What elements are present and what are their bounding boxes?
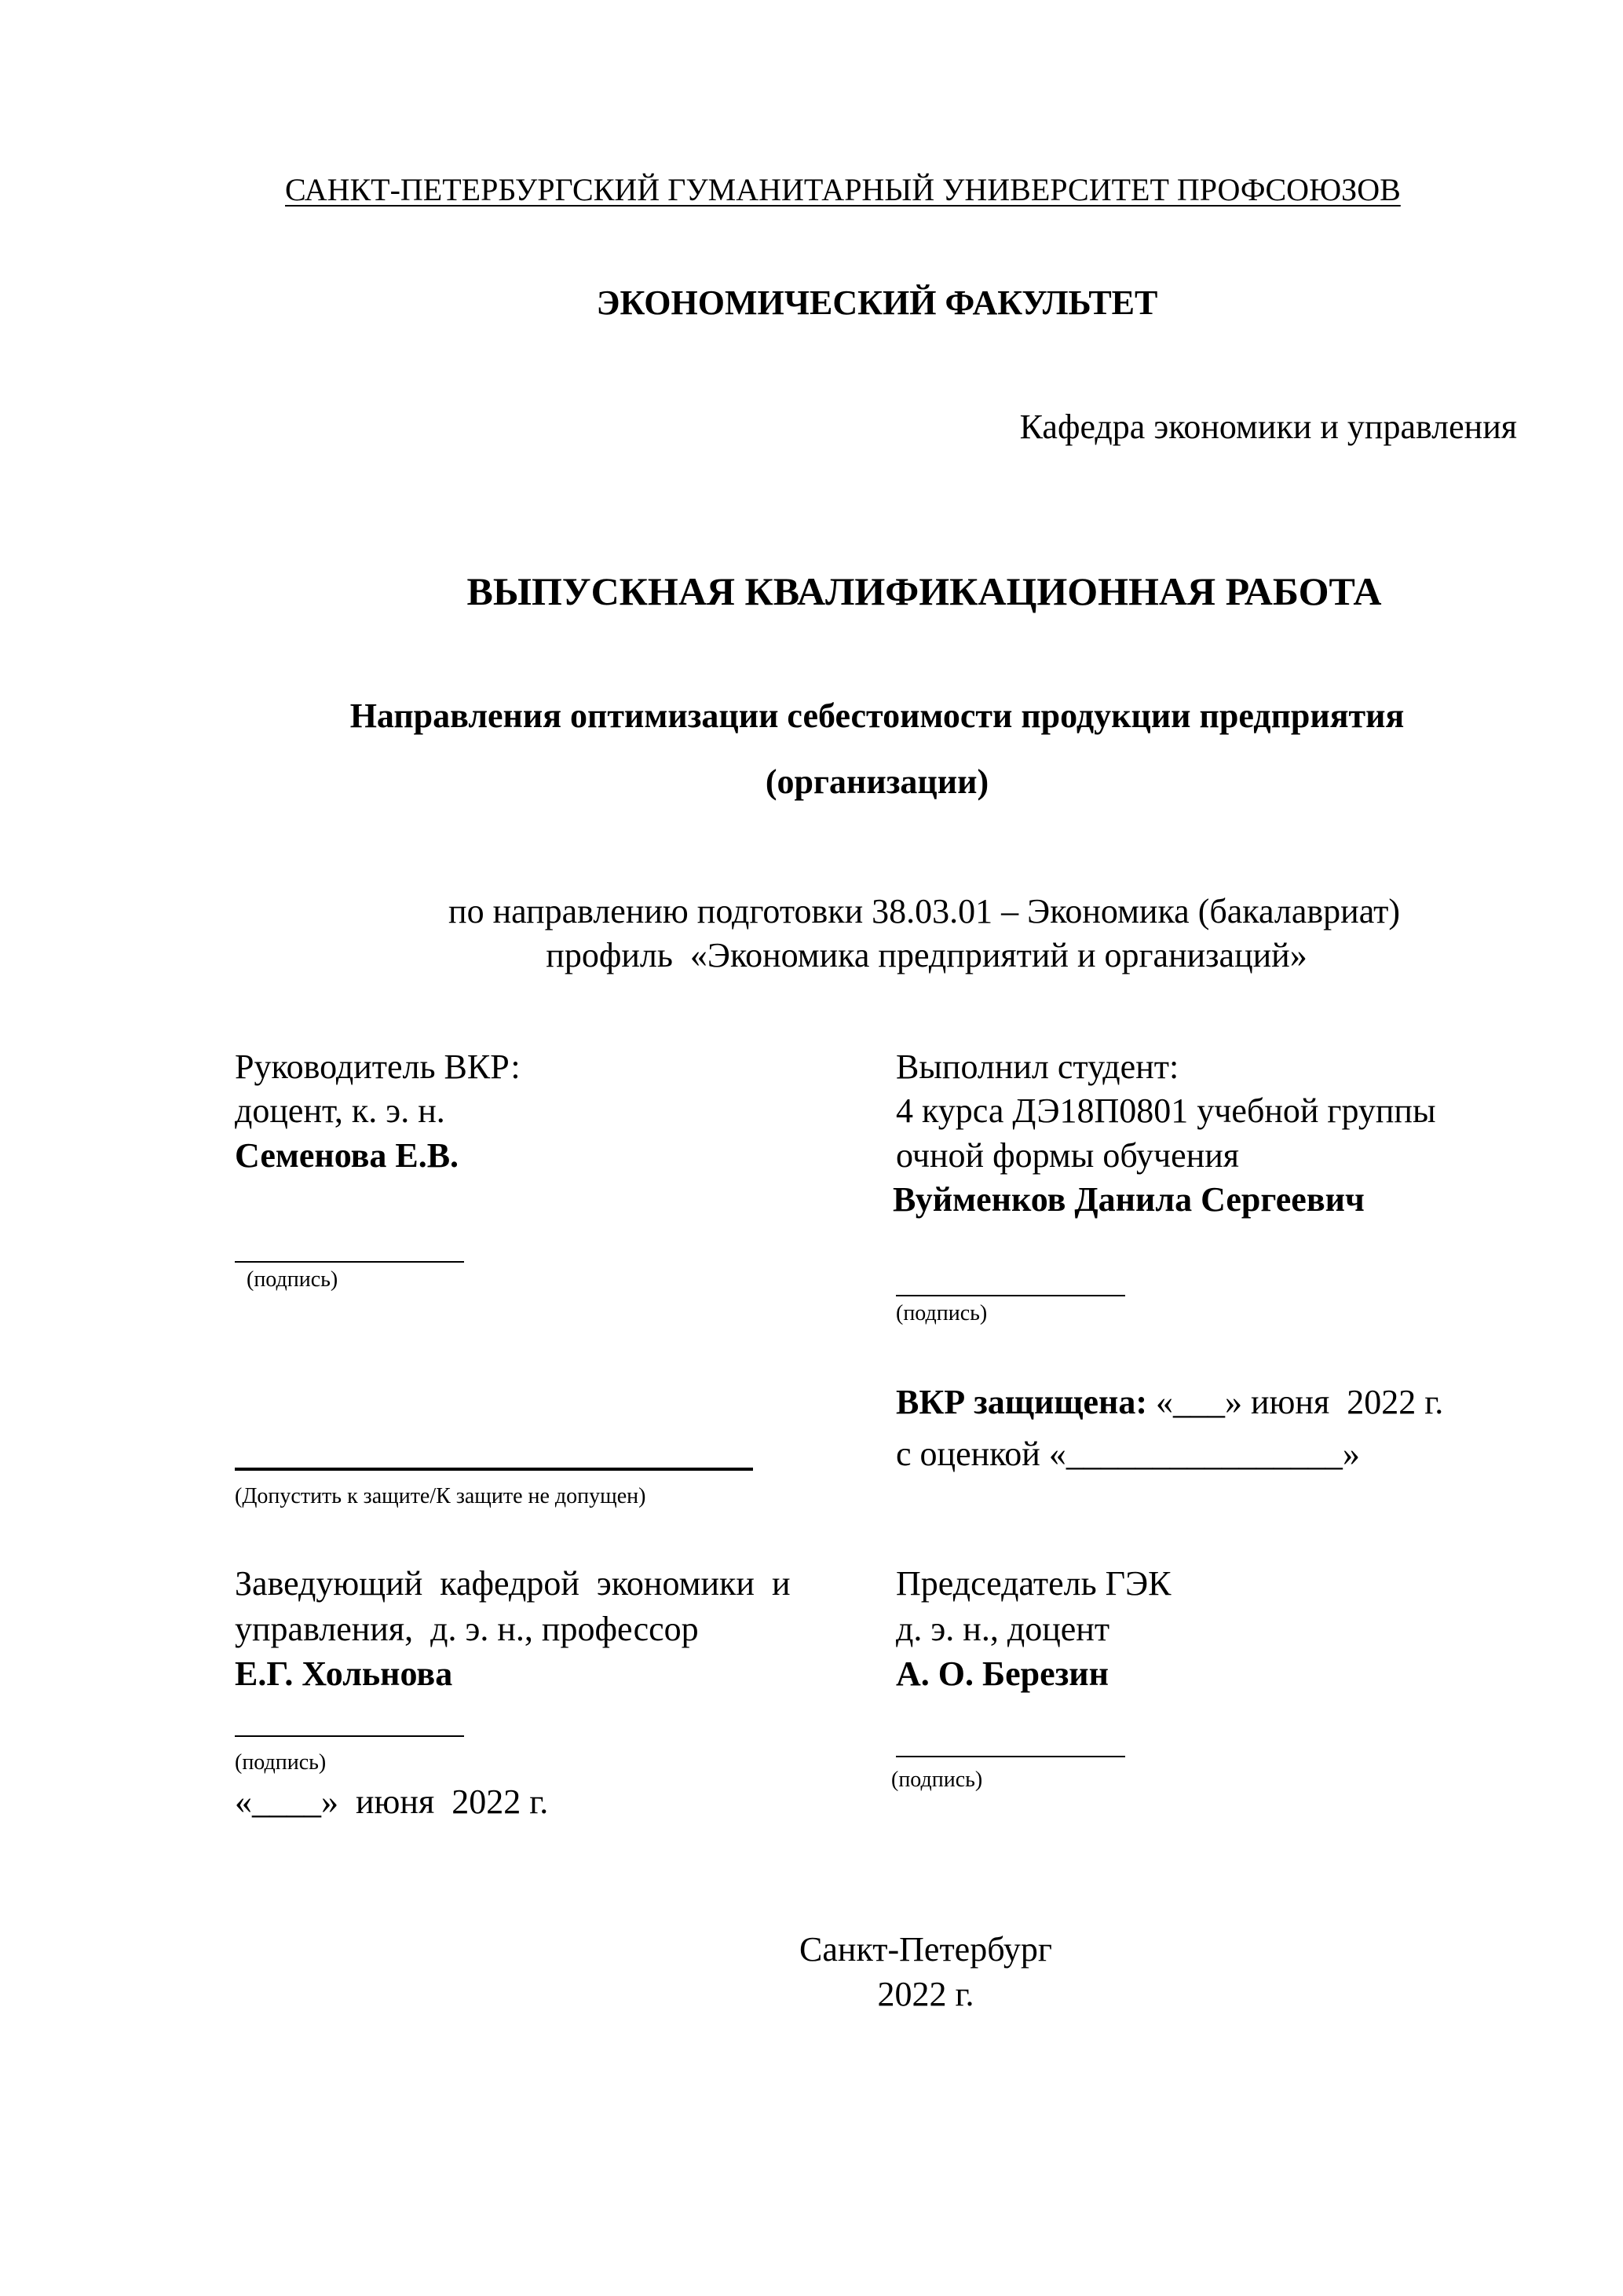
topic-line-2: (организации) (765, 762, 989, 801)
student-signature-line (896, 1295, 1125, 1296)
supervisor-label: Руководитель ВКР: (235, 1047, 521, 1086)
head-signature-label: (подпись) (235, 1750, 327, 1775)
university-name: САНКТ-ПЕТЕРБУРГСКИЙ ГУМАНИТАРНЫЙ УНИВЕРСИТЕТ ПРОФСОЮЗОВ (285, 172, 1401, 207)
study-direction: по направлению подготовки 38.03.01 – Экономика (бакалавриат) (448, 892, 1400, 930)
faculty-name: ЭКОНОМИЧЕСКИЙ ФАКУЛЬТЕТ (596, 283, 1158, 322)
chairman-signature-label: (подпись) (891, 1768, 983, 1792)
supervisor-name: Семенова Е.В. (235, 1136, 459, 1175)
admission-line (235, 1468, 753, 1471)
chairman-rank: д. э. н., доцент (896, 1610, 1110, 1648)
defense-grade: с оценкой «________________» (896, 1435, 1360, 1473)
student-label: Выполнил студент: (896, 1047, 1179, 1086)
student-name: Вуйменков Данила Сергеевич (893, 1180, 1365, 1219)
admission-label: (Допустить к защите/К защите не допущен) (235, 1484, 646, 1508)
student-group: 4 курса ДЭ18П0801 учебной группы (896, 1091, 1436, 1130)
defense-date: «___» июня 2022 г. (1147, 1383, 1444, 1421)
chairman-label: Председатель ГЭК (896, 1564, 1172, 1603)
topic-line-1: Направления оптимизации себестоимости продукции предприятия (349, 696, 1405, 735)
student-form: очной формы обучения (896, 1136, 1240, 1175)
defense-status (896, 1385, 1443, 1420)
head-name: Е.Г. Хольнова (235, 1654, 453, 1693)
chairman-signature-line (896, 1756, 1125, 1757)
supervisor-signature-label: (подпись) (247, 1267, 338, 1292)
head-date: «____» июня 2022 г. (235, 1782, 549, 1821)
department-name: Кафедра экономики и управления (1019, 408, 1517, 446)
head-line-1: Заведующий кафедрой экономики и (235, 1564, 791, 1603)
footer-year: 2022 г. (877, 1975, 974, 2013)
document-type: ВЫПУСКНАЯ КВАЛИФИКАЦИОННАЯ РАБОТА (466, 569, 1382, 613)
defense-label: ВКР защищена: (896, 1383, 1147, 1421)
supervisor-signature-line (235, 1261, 464, 1263)
supervisor-rank: доцент, к. э. н. (235, 1091, 445, 1130)
head-signature-line (235, 1735, 464, 1737)
chairman-name: А. О. Березин (896, 1654, 1109, 1693)
student-signature-label: (подпись) (896, 1301, 988, 1325)
footer-city: Санкт-Петербург (799, 1930, 1052, 1969)
study-profile: профиль «Экономика предприятий и организаций» (546, 936, 1307, 974)
head-line-2: управления, д. э. н., профессор (235, 1610, 699, 1648)
